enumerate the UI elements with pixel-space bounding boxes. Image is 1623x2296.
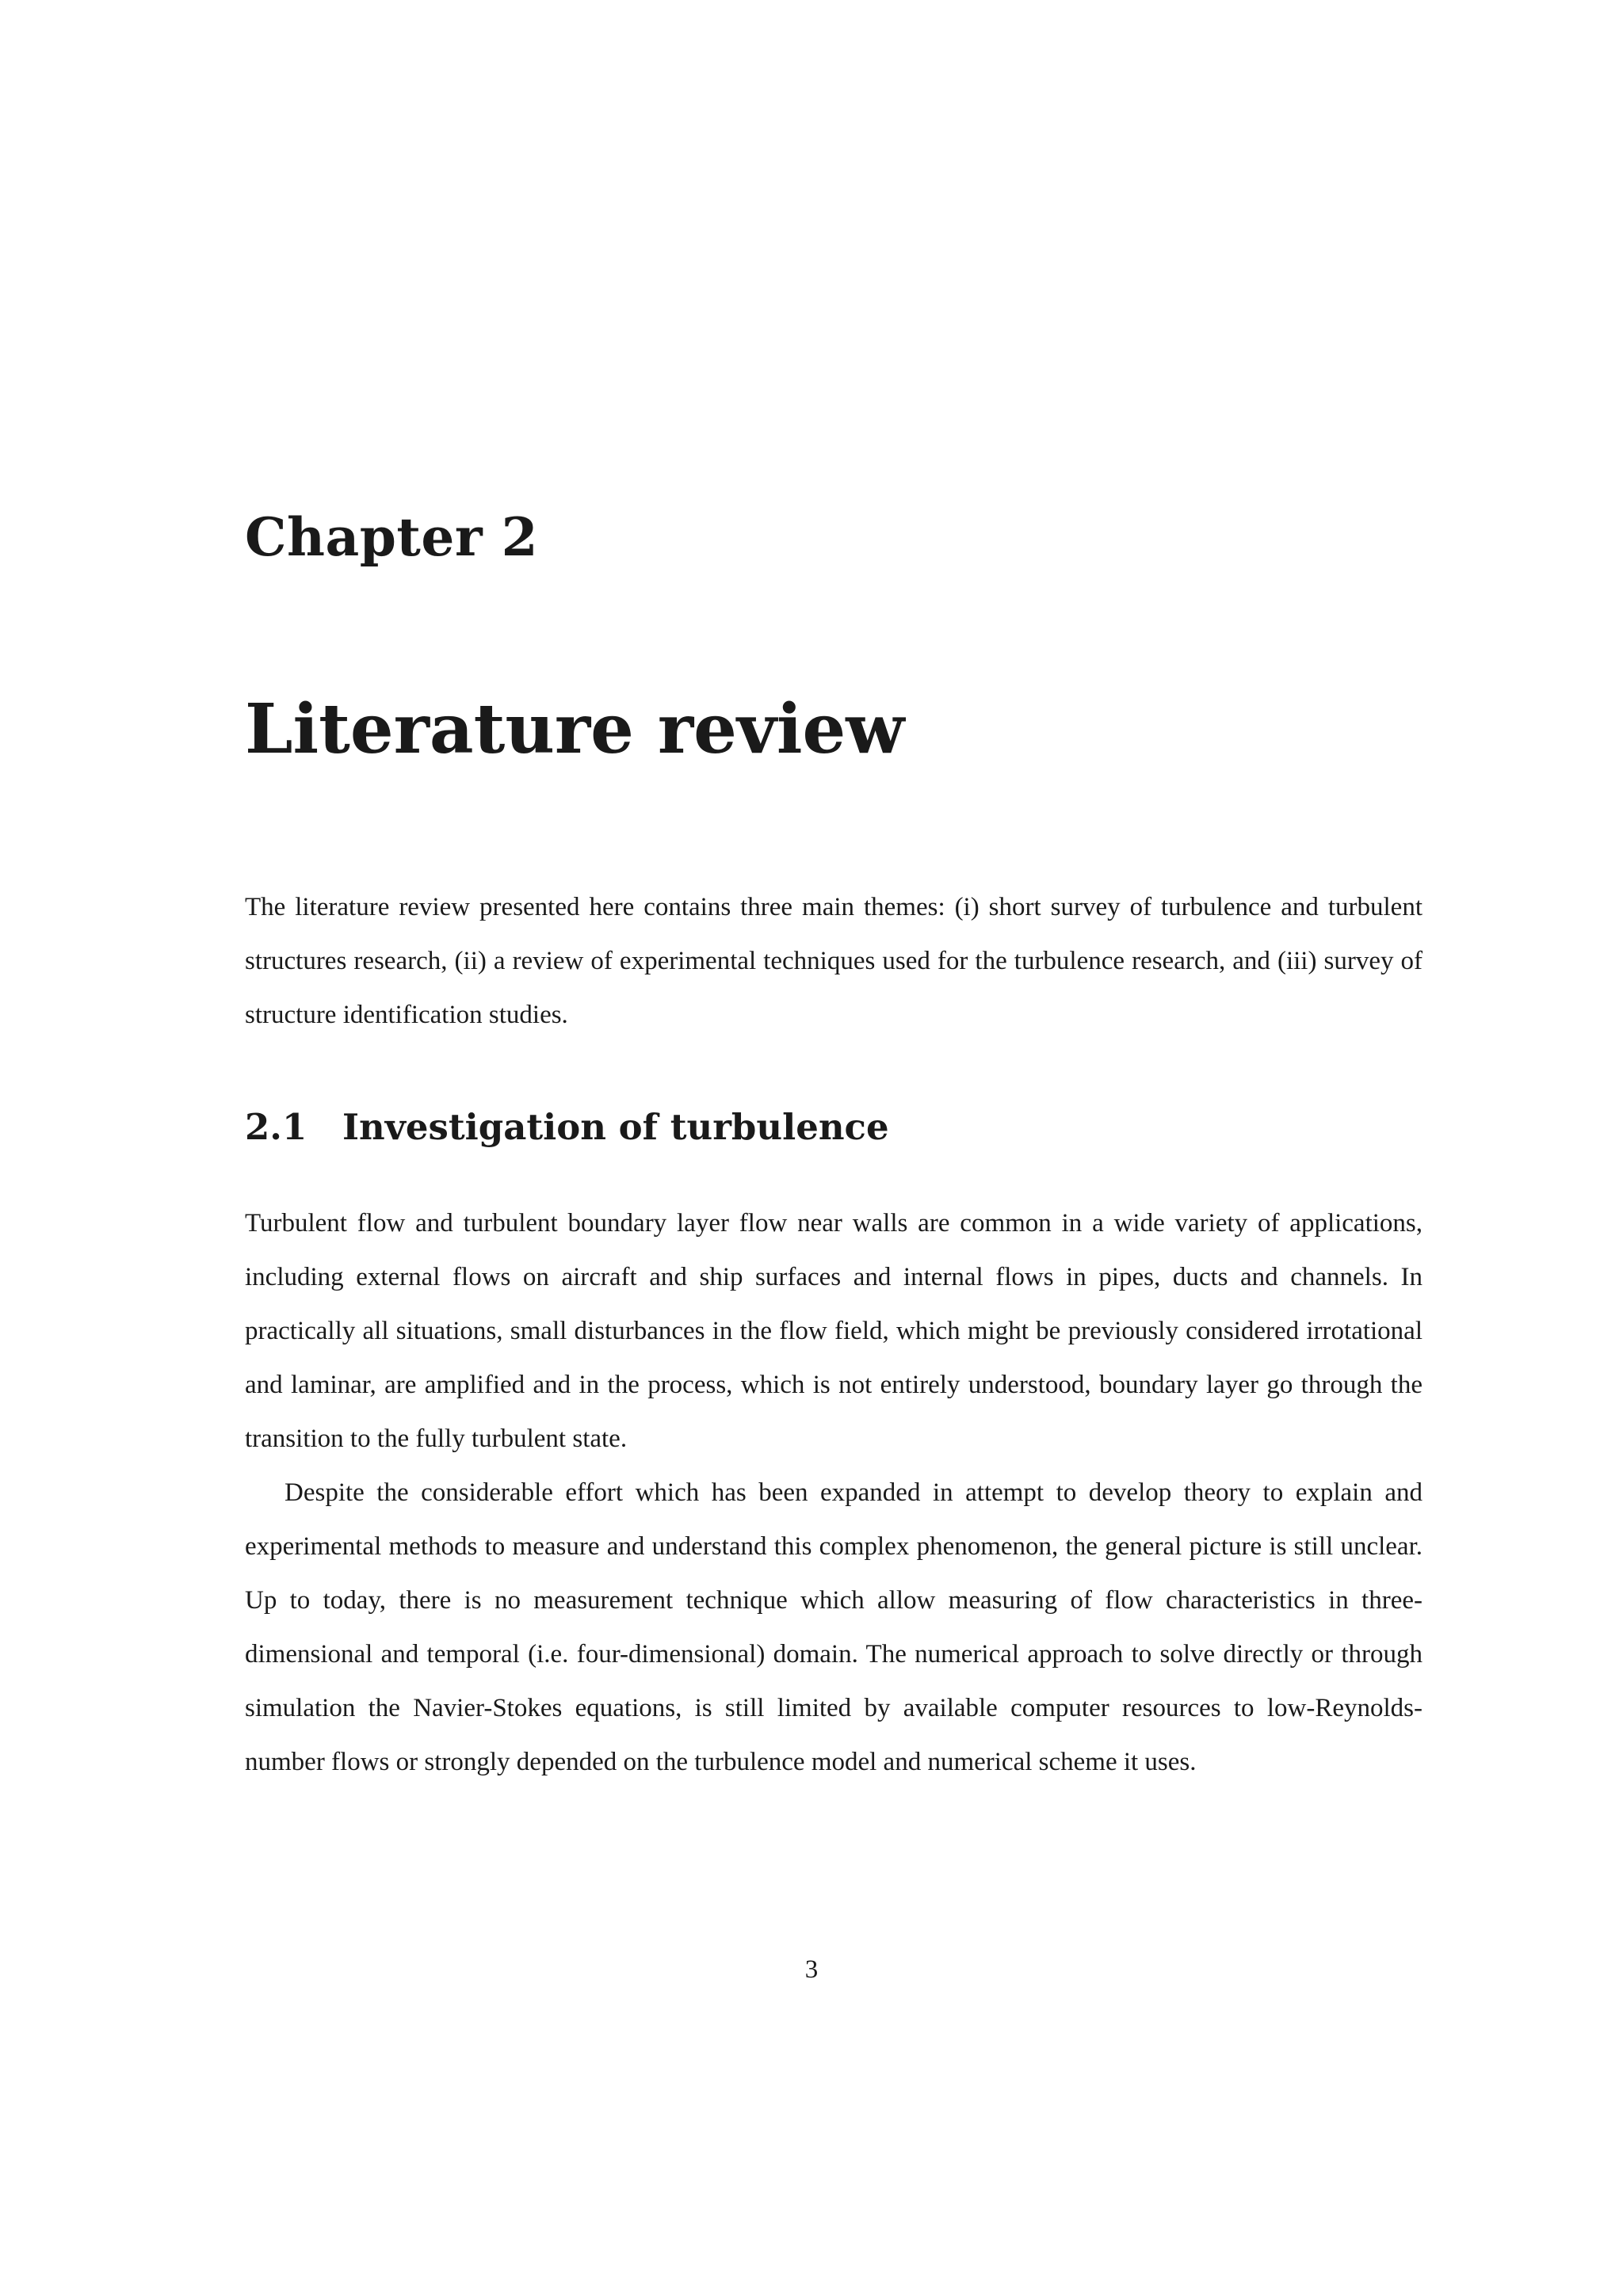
intro-section — [245, 880, 1423, 1042]
body-paragraph: Despite the considerable effort which has been expanded in attempt to develop theory to explain and experimental methods to measure and understand this complex phenomenon, the general picture is still unclear. Up to today, there is no measurement technique which allow measuring of flow characteristics in three-dimensional and temporal (i.e. four-dimensional) domain. The numerical approach to solve directly or through simulation the Navier-Stokes equations, is still limited by available computer resources to low-Reynolds-number flows or strongly depended on the turbulence model and numerical scheme it uses. — [245, 1478, 1423, 1776]
body-paragraph: Turbulent flow and turbulent boundary layer flow near walls are common in a wide variety of applications, including external flows on aircraft and ship surfaces and internal flows in pipes, ducts and channels. In practically all situations, small disturbances in the flow field, which might be previously considered irrotational and laminar, are amplified and in the process, which is not entirely understood, boundary layer go through the transition to the fully turbulent state. — [245, 1209, 1423, 1453]
chapter-title: Literature review — [245, 689, 905, 769]
section-number: 2.1 — [245, 1106, 307, 1148]
section-body — [245, 1196, 1423, 1789]
chapter-label: Chapter 2 — [245, 506, 539, 568]
page-number: 3 — [804, 1955, 819, 1984]
intro-paragraph: The literature review presented here contains three main themes: (i) short survey of turbulence and turbulent structures research, (ii) a review of experimental techniques used for the turbulence research, and (iii) survey of structure identification studies. — [245, 893, 1423, 1029]
section-heading — [245, 1106, 889, 1148]
section-title: Investigation of turbulence — [342, 1106, 889, 1148]
